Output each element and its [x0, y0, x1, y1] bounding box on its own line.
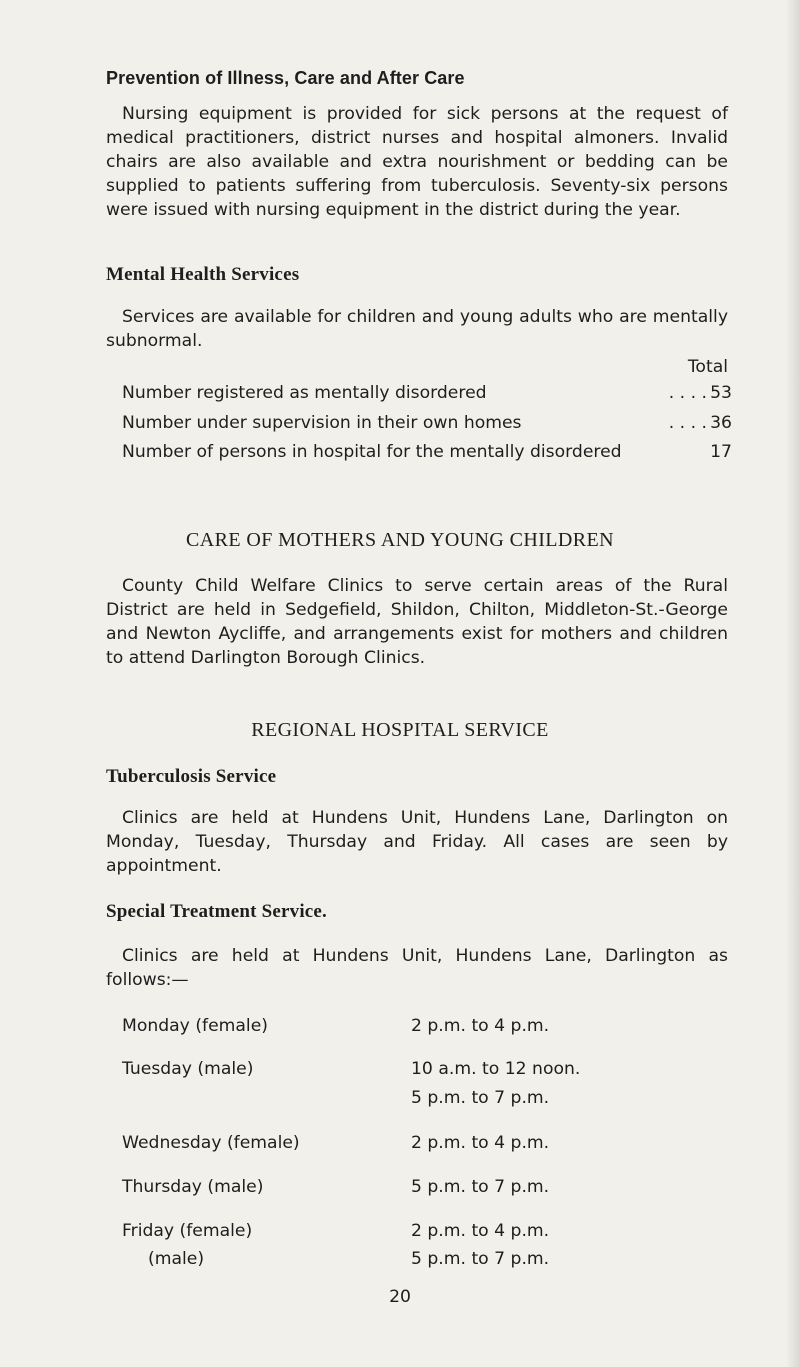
total-column-label: Total	[687, 357, 728, 377]
mental-health-heading: Mental Health Services	[106, 264, 300, 285]
prevention-paragraph: Nursing equipment is provided for sick persons at the request of medical practitioners, district nurses and hospital almoners. Invalid chairs are also available and extra nourishment or bedding can be supplied to patients suffering from tuberculosis. Seventy-six persons were issued with nursing equipment in the district during the year.	[106, 104, 728, 220]
schedule-time: 2 p.m. to 4 p.m.	[411, 1133, 550, 1153]
schedule-time: 5 p.m. to 7 p.m.	[411, 1088, 550, 1108]
special-treatment-paragraph: Clinics are held at Hundens Unit, Hundens Lane, Darlington as follows:—	[106, 946, 728, 990]
stat-value: 36	[710, 413, 732, 433]
schedule-time: 2 p.m. to 4 p.m.	[411, 1221, 550, 1241]
prevention-heading: Prevention of Illness, Care and After Care	[106, 68, 465, 88]
schedule-day: Monday (female)	[122, 1016, 268, 1036]
stat-value: 53	[710, 383, 732, 403]
schedule-time: 5 p.m. to 7 p.m.	[411, 1249, 550, 1269]
schedule-day: Tuesday (male)	[122, 1059, 254, 1079]
stat-label: Number of persons in hospital for the mentally disordered	[122, 442, 622, 462]
schedule-time: 5 p.m. to 7 p.m.	[411, 1177, 550, 1197]
schedule-time: 10 a.m. to 12 noon.	[411, 1059, 581, 1079]
tuberculosis-heading: Tuberculosis Service	[106, 766, 277, 787]
leader-dots: . . . .	[668, 383, 707, 403]
page-edge-shadow	[786, 0, 800, 1367]
special-treatment-heading: Special Treatment Service.	[106, 901, 328, 922]
stat-label: Number registered as mentally disordered	[122, 383, 487, 403]
schedule-day: Wednesday (female)	[122, 1133, 300, 1153]
stat-label: Number under supervision in their own homes	[122, 413, 522, 433]
stat-value: 17	[710, 442, 732, 462]
schedule-time: 2 p.m. to 4 p.m.	[411, 1016, 550, 1036]
schedule-day: Thursday (male)	[122, 1177, 264, 1197]
page-number: 20	[389, 1287, 411, 1307]
tuberculosis-paragraph: Clinics are held at Hundens Unit, Hundens Lane, Darlington on Monday, Tuesday, Thursday and Friday. All cases are seen by appointment.	[106, 808, 728, 876]
mental-health-paragraph: Services are available for children and young adults who are mentally subnormal.	[106, 307, 728, 351]
regional-heading: REGIONAL HOSPITAL SERVICE	[251, 719, 549, 741]
schedule-day: (male)	[148, 1249, 205, 1269]
mothers-paragraph: County Child Welfare Clinics to serve certain areas of the Rural District are held in Sedgefield, Shildon, Chilton, Middleton-St.-George and Newton Aycliffe, and arrangements exist for mothers and children to attend Darlington Borough Clinics.	[106, 576, 728, 668]
schedule-day: Friday (female)	[122, 1221, 253, 1241]
leader-dots: . . . .	[668, 413, 707, 433]
mothers-heading: CARE OF MOTHERS AND YOUNG CHILDREN	[186, 529, 614, 551]
